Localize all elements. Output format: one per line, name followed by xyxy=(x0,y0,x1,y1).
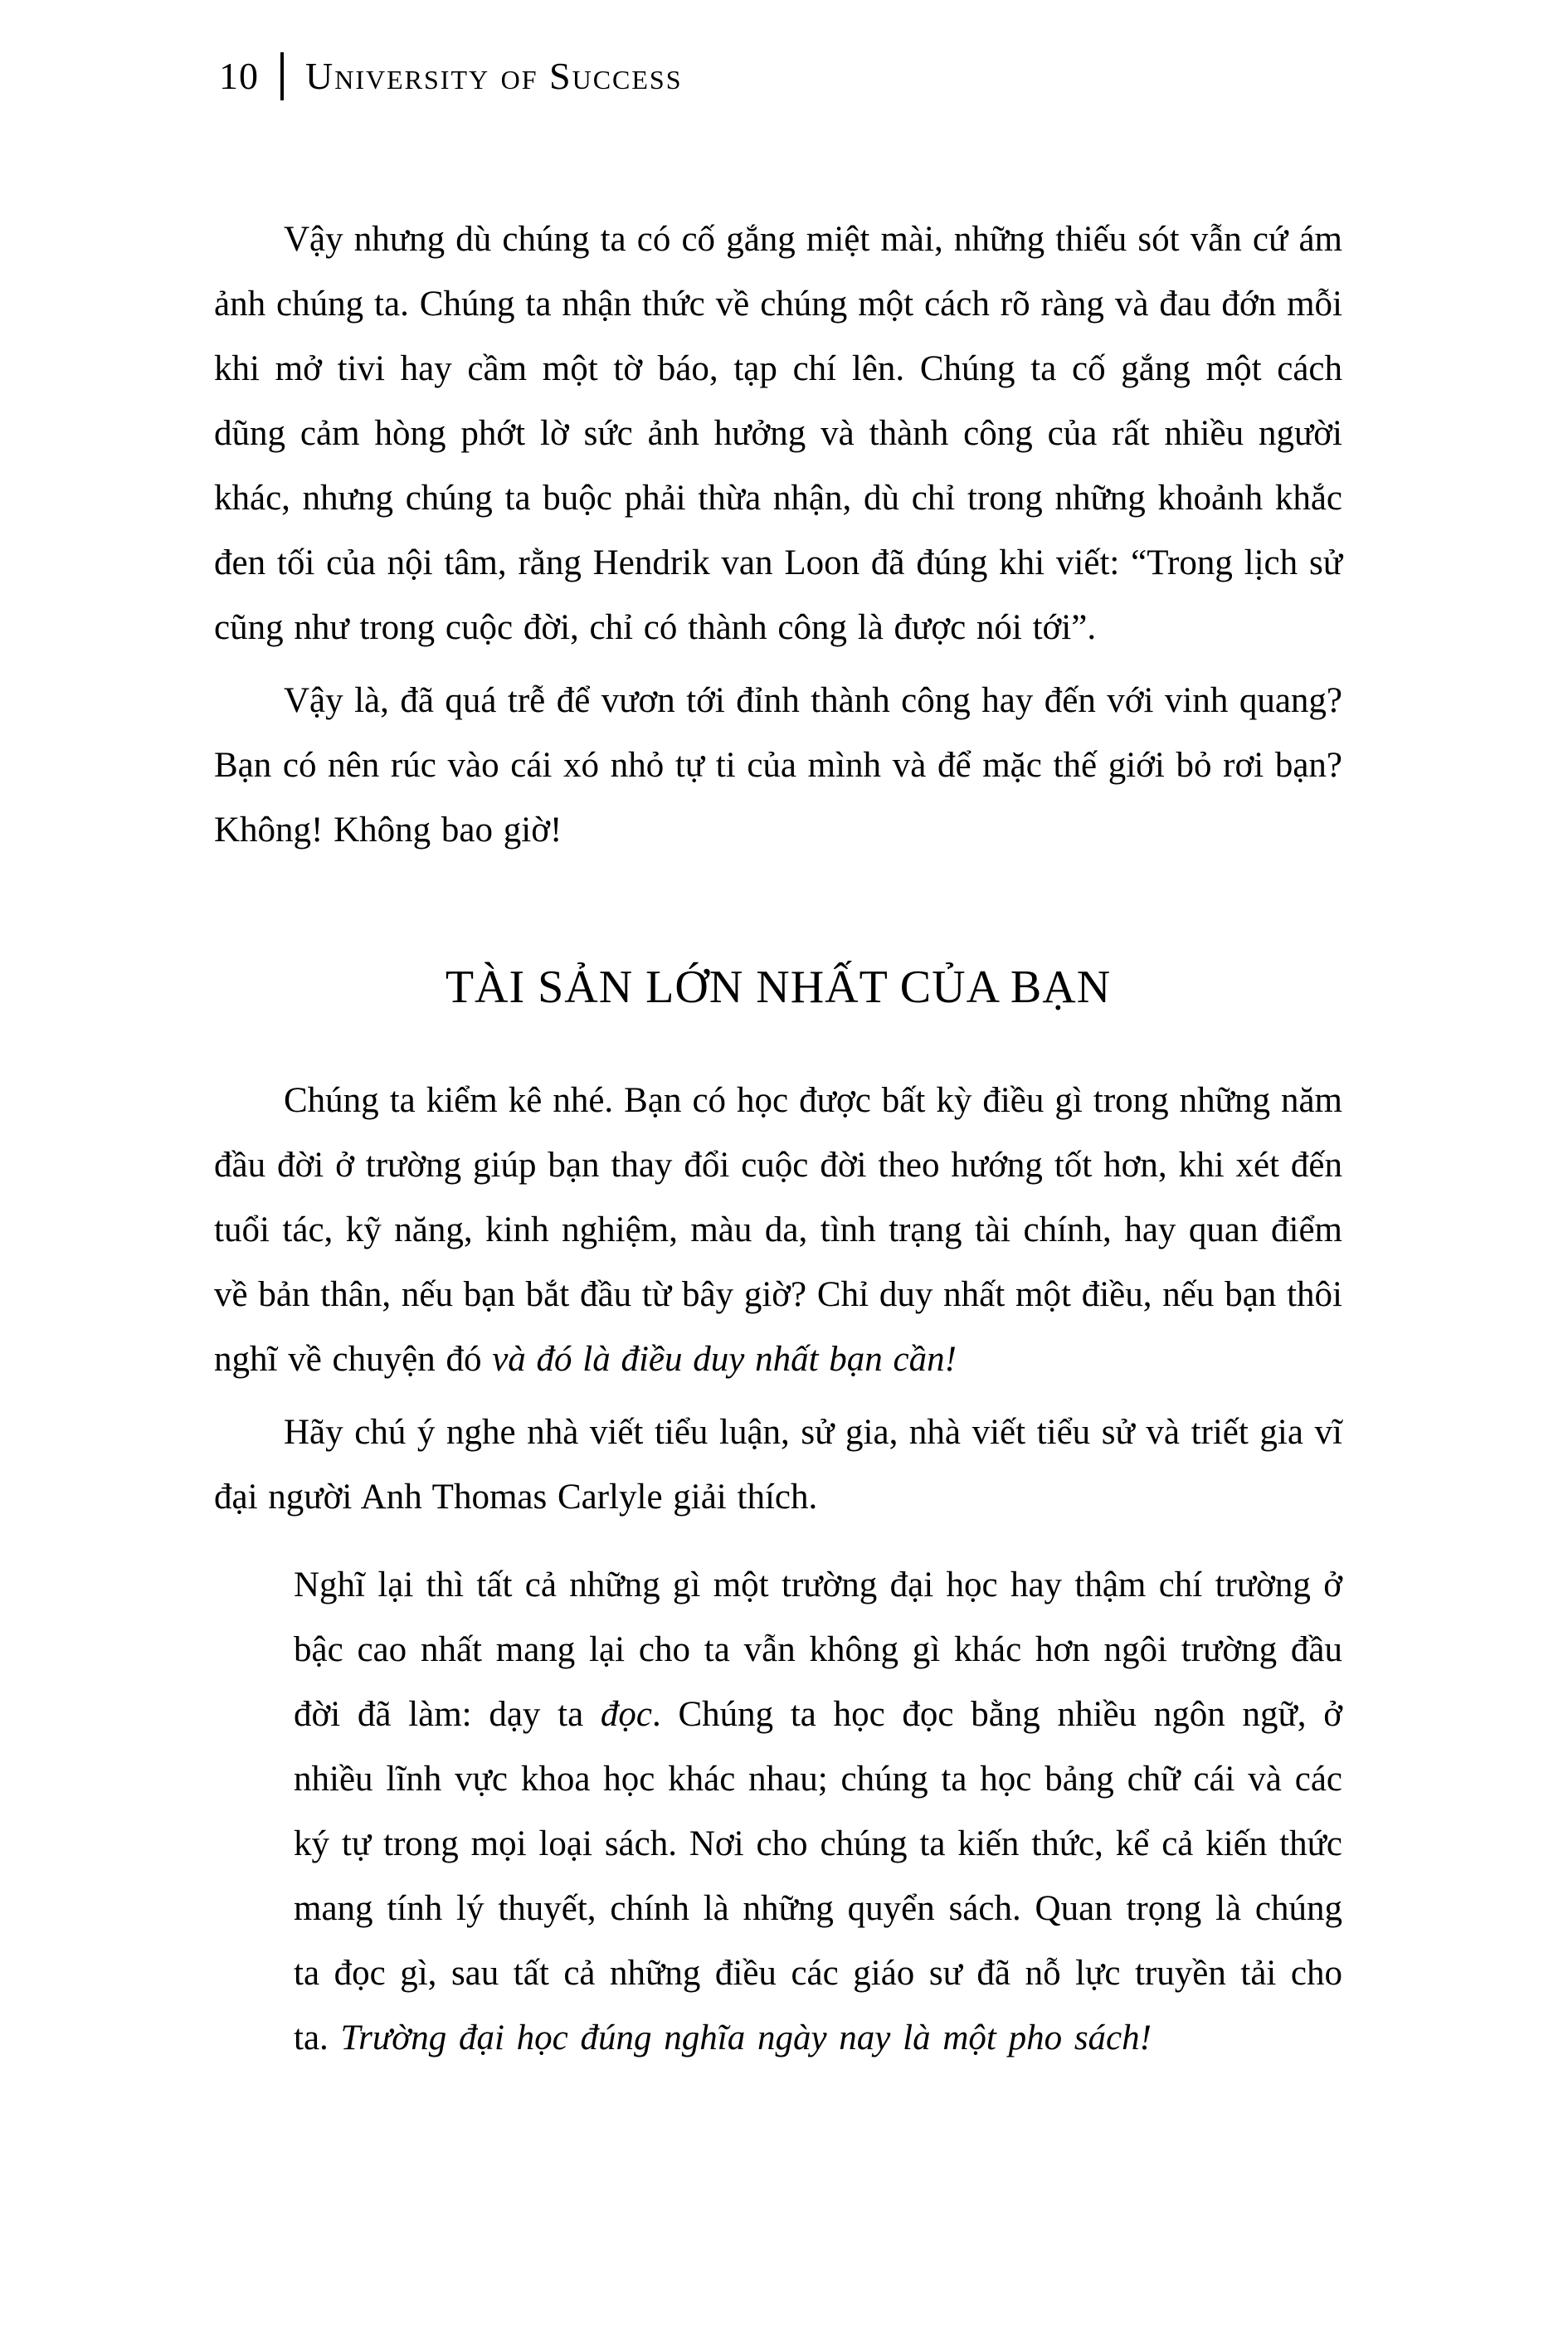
header-divider xyxy=(280,52,284,100)
book-title: University of Success xyxy=(305,55,683,97)
block-quote xyxy=(294,1553,1342,2071)
paragraph-4: Hãy chú ý nghe nhà viết tiểu luận, sử gia, nhà viết tiểu sử và triết gia vĩ đại người Anh Thomas Carlyle giải thích. xyxy=(214,1413,1342,1517)
paragraph-3-text: Chúng ta kiểm kê nhé. Bạn có học được bất kỳ điều gì trong những năm đầu đời ở trường giúp bạn thay đổi cuộc đời theo hướng tốt hơn, khi xét đến tuổi tác, kỹ năng, kinh nghiệm, màu da, tình trạng tài chính, hay quan điểm về bản thân, nếu bạn bắt đầu từ bây giờ? Chỉ duy nhất một điều, nếu bạn thôi nghĩ về chuyện đó xyxy=(214,1081,1342,1379)
quote-text-1: Nghĩ lại thì tất cả những gì một trường đại học hay thậm chí trường ở bậc cao nhất mang lại cho ta vẫn không gì khác hơn ngôi trường đầu đời đã làm: dạy ta xyxy=(294,1566,1342,1734)
paragraph-1: Vậy nhưng dù chúng ta có cố gắng miệt mài, những thiếu sót vẫn cứ ám ảnh chúng ta. Chúng ta nhận thức về chúng một cách rõ ràng và đau đớn mỗi khi mở tivi hay cầm một tờ báo, tạp chí lên. Chúng ta cố gắng một cách dũng cảm hòng phớt lờ sức ảnh hưởng và thành công của rất nhiều người khác, nhưng chúng ta buộc phải thừa nhận, dù chỉ trong những khoảnh khắc đen tối của nội tâm, rằng Hendrik van Loon đã đúng khi viết: “Trong lịch sử cũng như trong cuộc đời, chỉ có thành công là được nói tới”. xyxy=(214,220,1342,647)
page-body xyxy=(214,207,1342,2071)
paragraph-3 xyxy=(214,1069,1342,1392)
quote-emphasis-1: đọc xyxy=(600,1695,652,1734)
paragraph-3-emphasis: và đó là điều duy nhất bạn cần! xyxy=(492,1340,957,1379)
section-heading: TÀI SẢN LỚN NHẤT CỦA BẠN xyxy=(445,962,1112,1013)
quote-emphasis-2: Trường đại học đúng nghĩa ngày nay là một pho sách! xyxy=(340,2018,1152,2057)
quote-text-2: . Chúng ta học đọc bằng nhiều ngôn ngữ, ở nhiều lĩnh vực khoa học khác nhau; chúng ta học bảng chữ cái và các ký tự trong mọi loại sách. Nơi cho chúng ta kiến thức, kể cả kiến thức mang tính lý thuyết, chính là những quyển sách. Quan trọng là chúng ta đọc gì, sau tất cả những điều các giáo sư đã nỗ lực truyền tải cho ta. xyxy=(294,1695,1342,2057)
page-header xyxy=(219,51,1342,101)
paragraph-2: Vậy là, đã quá trễ để vươn tới đỉnh thành công hay đến với vinh quang? Bạn có nên rúc vào cái xó nhỏ tự ti của mình và để mặc thế giới bỏ rơi bạn? Không! Không bao giờ! xyxy=(214,681,1342,850)
page-number: 10 xyxy=(219,55,259,97)
